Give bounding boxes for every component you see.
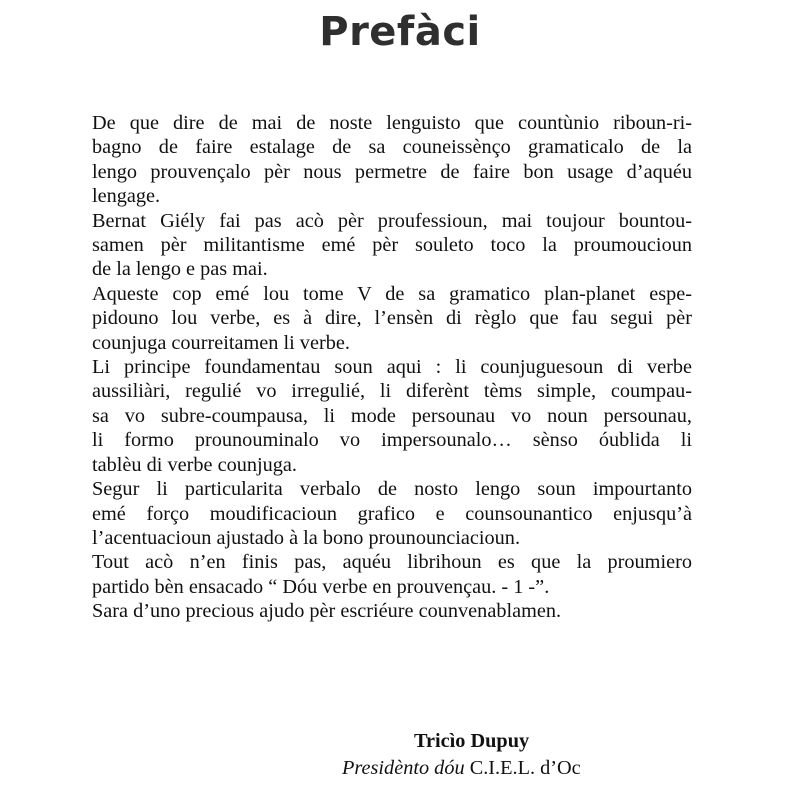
text-line: bagno de faire estalage de sa couneissènço gramaticalo de la: [92, 136, 692, 159]
text-line: pidouno lou verbe, es à dire, l’ensèn di règlo que fau segui pèr: [92, 307, 692, 330]
text-line: De que dire de mai de noste lenguisto que countùnio riboun-ri-: [92, 112, 692, 134]
text-line: aussiliàri, regulié vo irregulié, li diferènt tèms simple, coumpau-: [92, 380, 692, 403]
text-line: partido bèn ensacado “ Dóu verbe en prouvençau. - 1 -”.: [92, 575, 550, 598]
text-line: Segur li particularita verbalo de nosto lengo soun impourtanto: [92, 478, 692, 501]
text-line: Bernat Giély fai pas acò pèr proufessioun, mai toujour bountou-: [92, 209, 692, 232]
text-line: l’acentuacioun ajustado à la bono prounounciacioun.: [92, 526, 521, 549]
signature-organization: C.I.E.L. d’Oc: [469, 757, 581, 779]
text-line: emé forço moudificacioun grafico e counsounantico enjusqu’à: [92, 502, 692, 525]
text-line: Li principe foundamentau soun aqui : li counjuguesoun di verbe: [92, 356, 692, 379]
text-line: sa vo subre-coumpausa, li mode persounau vo noun persounau,: [92, 404, 692, 427]
preface-body: [92, 111, 692, 624]
text-line: lengo prouvençalo pèr nous permetre de faire bon usage d’aquéu: [92, 160, 692, 183]
signature-role: [342, 755, 581, 781]
signature-role-title: Presidènto dóu: [342, 757, 465, 779]
text-line: counjuga courreitamen li verbe.: [92, 331, 350, 354]
text-line: lengage.: [92, 185, 161, 208]
signature-name: Tricìo Dupuy: [414, 730, 530, 752]
text-line: li formo prounouminalo vo impersounalo… sènso óublida li: [92, 429, 692, 452]
text-line: tablèu di verbe counjuga.: [92, 453, 297, 476]
text-line: Sara d’uno precious ajudo pèr escriéure counvenablamen.: [92, 600, 562, 623]
text-line: Aqueste cop emé lou tome V de sa gramatico plan-planet espe-: [92, 282, 692, 305]
page-title: Prefàci: [319, 9, 481, 55]
text-line: Tout acò n’en finis pas, aquéu librihoun es que la proumiero: [92, 551, 692, 574]
text-line: de la lengo e pas mai.: [92, 258, 268, 281]
text-line: samen pèr militantisme emé pèr souleto toco la proumoucioun: [92, 234, 692, 257]
